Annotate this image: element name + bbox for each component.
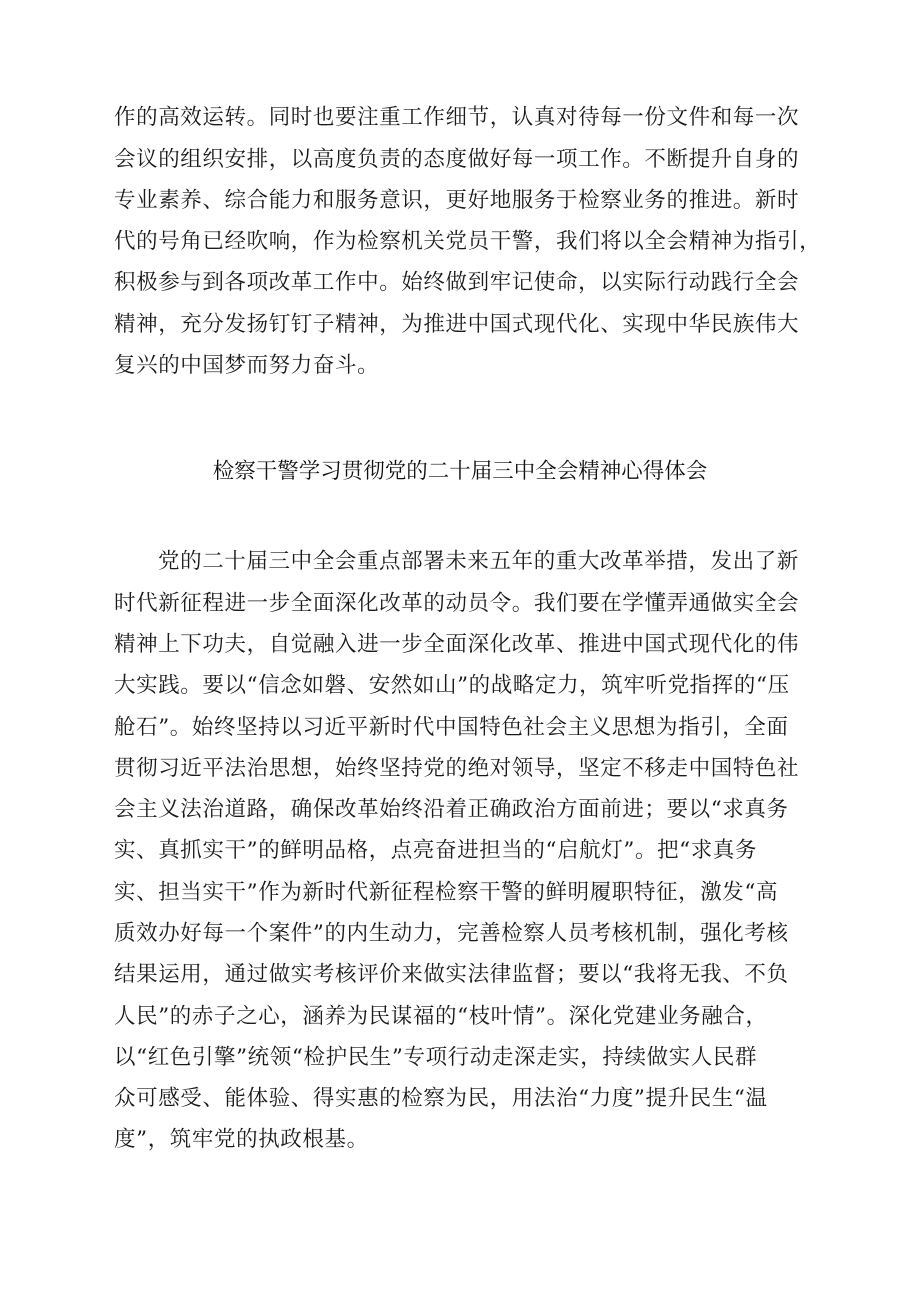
text-line: 专业素养、综合能力和服务意识，更好地服务于检察业务的推进。新时: [114, 188, 800, 213]
text-line: 以“红色引擎”统领“检护民生”专项行动走深走实，持续做实人民群: [114, 1045, 758, 1070]
text-line: 质效办好每一个案件”的内生动力，完善检察人员考核机制，强化考核: [114, 921, 789, 946]
text-line: 度”，筑牢党的执政根基。: [114, 1127, 369, 1152]
text-line: 大实践。要以“信念如磐、安然如山”的战略定力，筑牢听党指挥的“压: [114, 673, 790, 698]
text-line: 作的高效运转。同时也要注重工作细节，认真对待每一份文件和每一次: [114, 105, 800, 130]
text-line: 精神，充分发扬钉钉子精神，为推进中国式现代化、实现中华民族伟大: [114, 312, 800, 337]
text-line: 精神上下功夫，自觉融入进一步全面深化改革、推进中国式现代化的伟: [114, 632, 800, 657]
text-line: 会议的组织安排，以高度负责的态度做好每一项工作。不断提升自身的: [114, 147, 800, 172]
text-line: 实、真抓实干”的鲜明品格，点亮奋进担当的“启航灯”。把“求真务: [114, 838, 758, 863]
text-line: 结果运用，通过做实考核评价来做实法律监督；要以“我将无我、不负: [114, 962, 789, 987]
text-line: 积极参与到各项改革工作中。始终做到牢记使命，以实际行动践行全会: [114, 270, 800, 295]
text-line: 时代新征程进一步全面深化改革的动员令。我们要在学懂弄通做实全会: [114, 591, 800, 616]
text-line: 实、担当实干”作为新时代新征程检察干警的鲜明履职特征，激发“高: [114, 880, 779, 905]
article-title: 检察干警学习贯彻党的二十届三中全会精神心得体会: [212, 459, 708, 484]
text-line: 舱石”。始终坚持以习近平新时代中国特色社会主义思想为指引，全面: [114, 715, 789, 740]
text-line: 众可感受、能体验、得实惠的检察为民，用法治“力度”提升民生“温: [114, 1086, 768, 1111]
text-line: 会主义法治道路，确保改革始终沿着正确政治方面前进；要以“求真务: [114, 797, 789, 822]
text-line: 党的二十届三中全会重点部署未来五年的重大改革举措，发出了新: [158, 549, 799, 574]
text-line: 代的号角已经吹响，作为检察机关党员干警，我们将以全会精神为指引，: [114, 229, 822, 254]
text-line: 贯彻习近平法治思想，始终坚持党的绝对领导，坚定不移走中国特色社: [114, 756, 800, 781]
text-line: 人民”的赤子之心，涵养为民谋福的“枝叶情”。深化党建业务融合，: [114, 1004, 768, 1029]
text-line: 复兴的中国梦而努力奋斗。: [114, 353, 380, 378]
